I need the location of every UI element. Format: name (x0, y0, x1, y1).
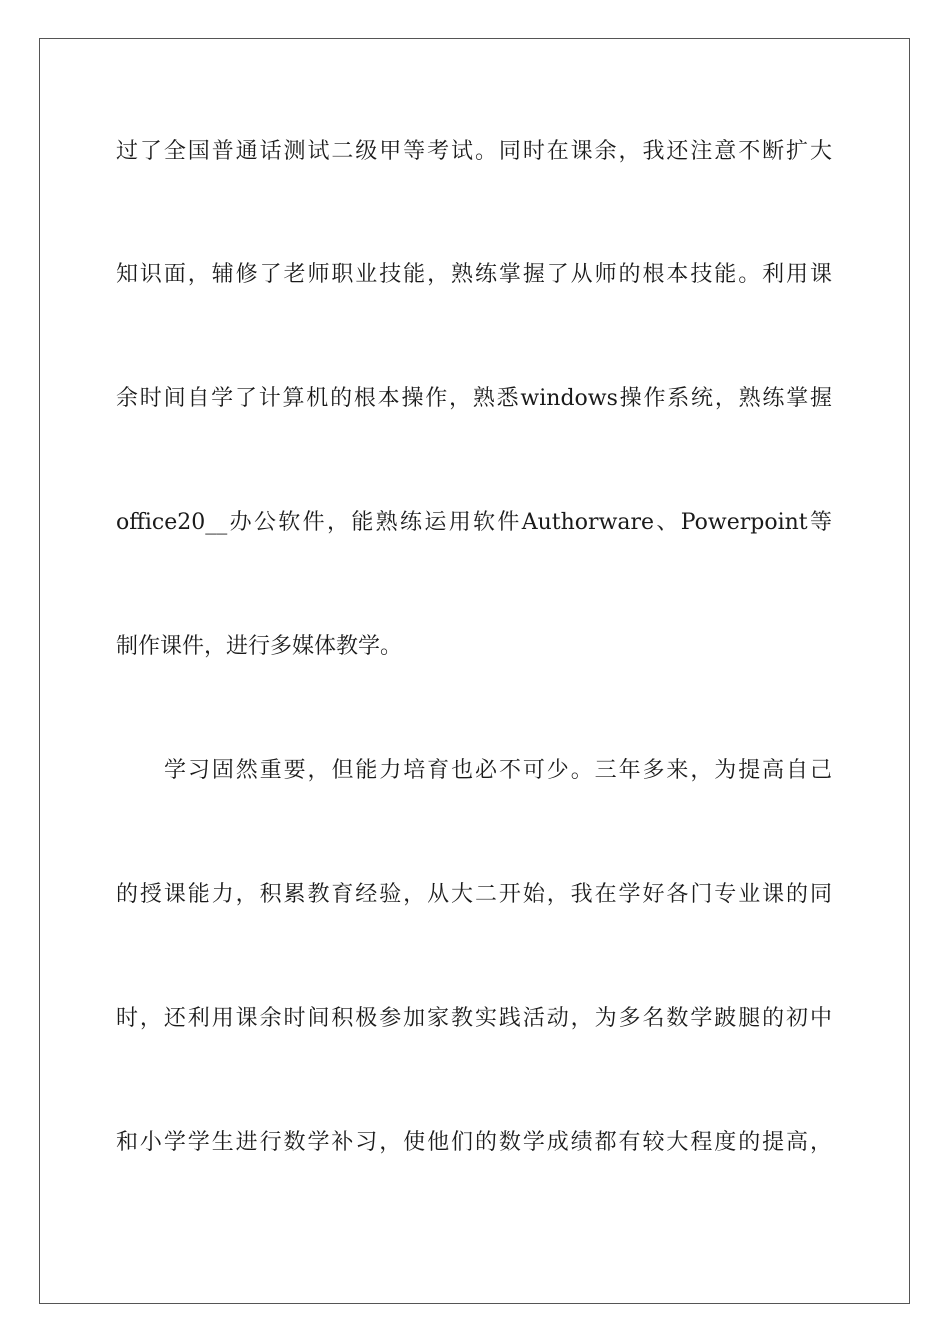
paragraph-line: 时，还利用课余时间积极参加家教实践活动，为多名数学跛腿的初中 (116, 1006, 832, 1031)
paragraph-line: 过了全国普通话测试二级甲等考试。同时在课余，我还注意不断扩大 (116, 139, 832, 164)
paragraph-line: office20__办公软件，能熟练运用软件Authorware、Powerpoint等 (116, 510, 832, 535)
paragraph-line: 知识面，辅修了老师职业技能，熟练掌握了从师的根本技能。利用课 (116, 262, 832, 287)
page-frame (39, 38, 910, 1304)
paragraph-line-start: 学习固然重要，但能力培育也必不可少。三年多来，为提高自己 (164, 758, 832, 783)
paragraph-line: 和小学学生进行数学补习，使他们的数学成绩都有较大程度的提高， (116, 1130, 832, 1155)
paragraph-line: 余时间自学了计算机的根本操作，熟悉windows操作系统，熟练掌握 (116, 386, 832, 411)
paragraph-line: 的授课能力，积累教育经验，从大二开始，我在学好各门专业课的同 (116, 882, 832, 907)
paragraph-line-end: 制作课件，进行多媒体教学。 (116, 634, 403, 659)
